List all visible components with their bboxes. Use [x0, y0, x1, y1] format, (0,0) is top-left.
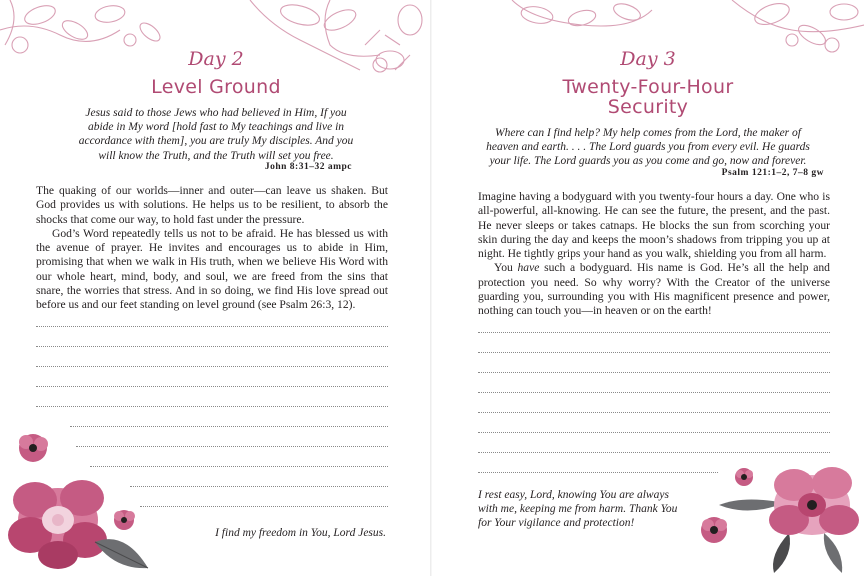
- devotional-body: [478, 190, 830, 319]
- verse-line: heaven and earth. . . . The Lord guards you from every evil. He guards: [486, 141, 810, 154]
- closing-prayer: I find my freedom in You, Lord Jesus.: [215, 527, 386, 539]
- scripture-reference: Psalm 121:1–2, 7–8 gw: [721, 168, 824, 178]
- title-line: Twenty-Four-Hour: [562, 76, 734, 98]
- body-text: such a bodyguard. His name is God. He’s all the help and protection you need. So why worry? With the Creator of the universe guarding you, surrounding you with His magnificent presence and power, nothing can touch you—in heaven or on the earth!: [478, 261, 830, 318]
- journal-line: [478, 452, 830, 453]
- journal-line: [36, 406, 388, 407]
- scripture-verse: [472, 126, 824, 169]
- journal-line: [478, 392, 830, 393]
- verse-line: accordance with them], you are truly My disciples. And you: [78, 135, 354, 148]
- journal-line: [130, 486, 388, 487]
- closing-line: for Your vigilance and protection!: [478, 517, 635, 530]
- pink-flower-icon: [769, 467, 859, 535]
- small-flower-icon: [735, 468, 753, 486]
- body-paragraph: The quaking of our worlds—inner and outer—can leave us shaken. But God provides us with solutions. He helps us to be resilient, to absorb the shocks that come our way, to hold fast under the pressure.: [36, 184, 388, 226]
- closing-prayer: [478, 488, 708, 531]
- right-page: [432, 0, 864, 576]
- closing-line: I rest easy, Lord, knowing You are always: [478, 489, 669, 501]
- pink-flower-icon: [8, 480, 107, 569]
- journal-line: [478, 412, 830, 413]
- journal-line: [140, 506, 388, 507]
- body-paragraph: God’s Word repeatedly tells us not to be afraid. He has blessed us with the avenue of prayer. He invites and encourages us to abide in Him, promising that when we walk in His truth, when we believe His Word with our whole heart, mind, body, and soul, we are freed from the sins that snare, the worries that stress. And in so doing, we find His love spread out before us and our feet standing on level ground (see Psalm 26:3, 12).: [36, 226, 388, 312]
- journal-line: [478, 352, 830, 353]
- scripture-reference: John 8:31–32 ampc: [264, 162, 352, 172]
- verse-line: abide in My word [hold fast to My teachings and live in: [87, 121, 345, 134]
- verse-line: Where can I find help? My help comes from the Lord, the maker of: [495, 127, 801, 139]
- page-title: [472, 77, 824, 117]
- verse-line: your life. The Lord guards you as you come and go, now and forever.: [489, 155, 807, 168]
- journal-line: [478, 432, 830, 433]
- scripture-verse: [60, 106, 372, 163]
- gray-leaf-icon: [95, 539, 148, 568]
- journal-line: [478, 472, 718, 473]
- title-line: Security: [607, 96, 689, 118]
- journal-line: [36, 366, 388, 367]
- verse-line: will know the Truth, and the Truth will set you free.: [98, 149, 334, 162]
- small-flower-icon: [114, 510, 135, 530]
- day-label: Day 2: [188, 48, 244, 70]
- page-title: Level Ground: [151, 76, 281, 98]
- verse-line: Jesus said to those Jews who had believed in Him, If you: [85, 107, 347, 119]
- journal-line: [36, 326, 388, 327]
- journal-line: [478, 332, 830, 333]
- closing-line: with me, keeping me from harm. Thank You: [478, 503, 678, 516]
- emphasis-text: have: [517, 261, 540, 275]
- pink-flower-cluster-left: [0, 420, 160, 576]
- pink-flower-cluster-right: [694, 455, 864, 576]
- small-flower-icon: [701, 517, 727, 543]
- journal-line: [36, 346, 388, 347]
- day-label: Day 3: [620, 48, 676, 70]
- journal-line: [478, 372, 830, 373]
- emphasis-text-prefix: You: [494, 261, 518, 275]
- journal-line: [36, 386, 388, 387]
- small-flower-icon: [19, 434, 48, 462]
- devotional-body: [36, 184, 388, 313]
- body-paragraph: Imagine having a bodyguard with you twenty-four hours a day. One who is all-powerful, all-knowing. He can see the future, the present, and the past. He never sleeps or takes catnaps. He blocks the sun from scorching your skin during the day and keeps the moon’s shadows from tripping you up at night. He tightly grips your hand as you walk, shielding you from all harm.: [478, 190, 830, 261]
- body-paragraph: [478, 261, 830, 318]
